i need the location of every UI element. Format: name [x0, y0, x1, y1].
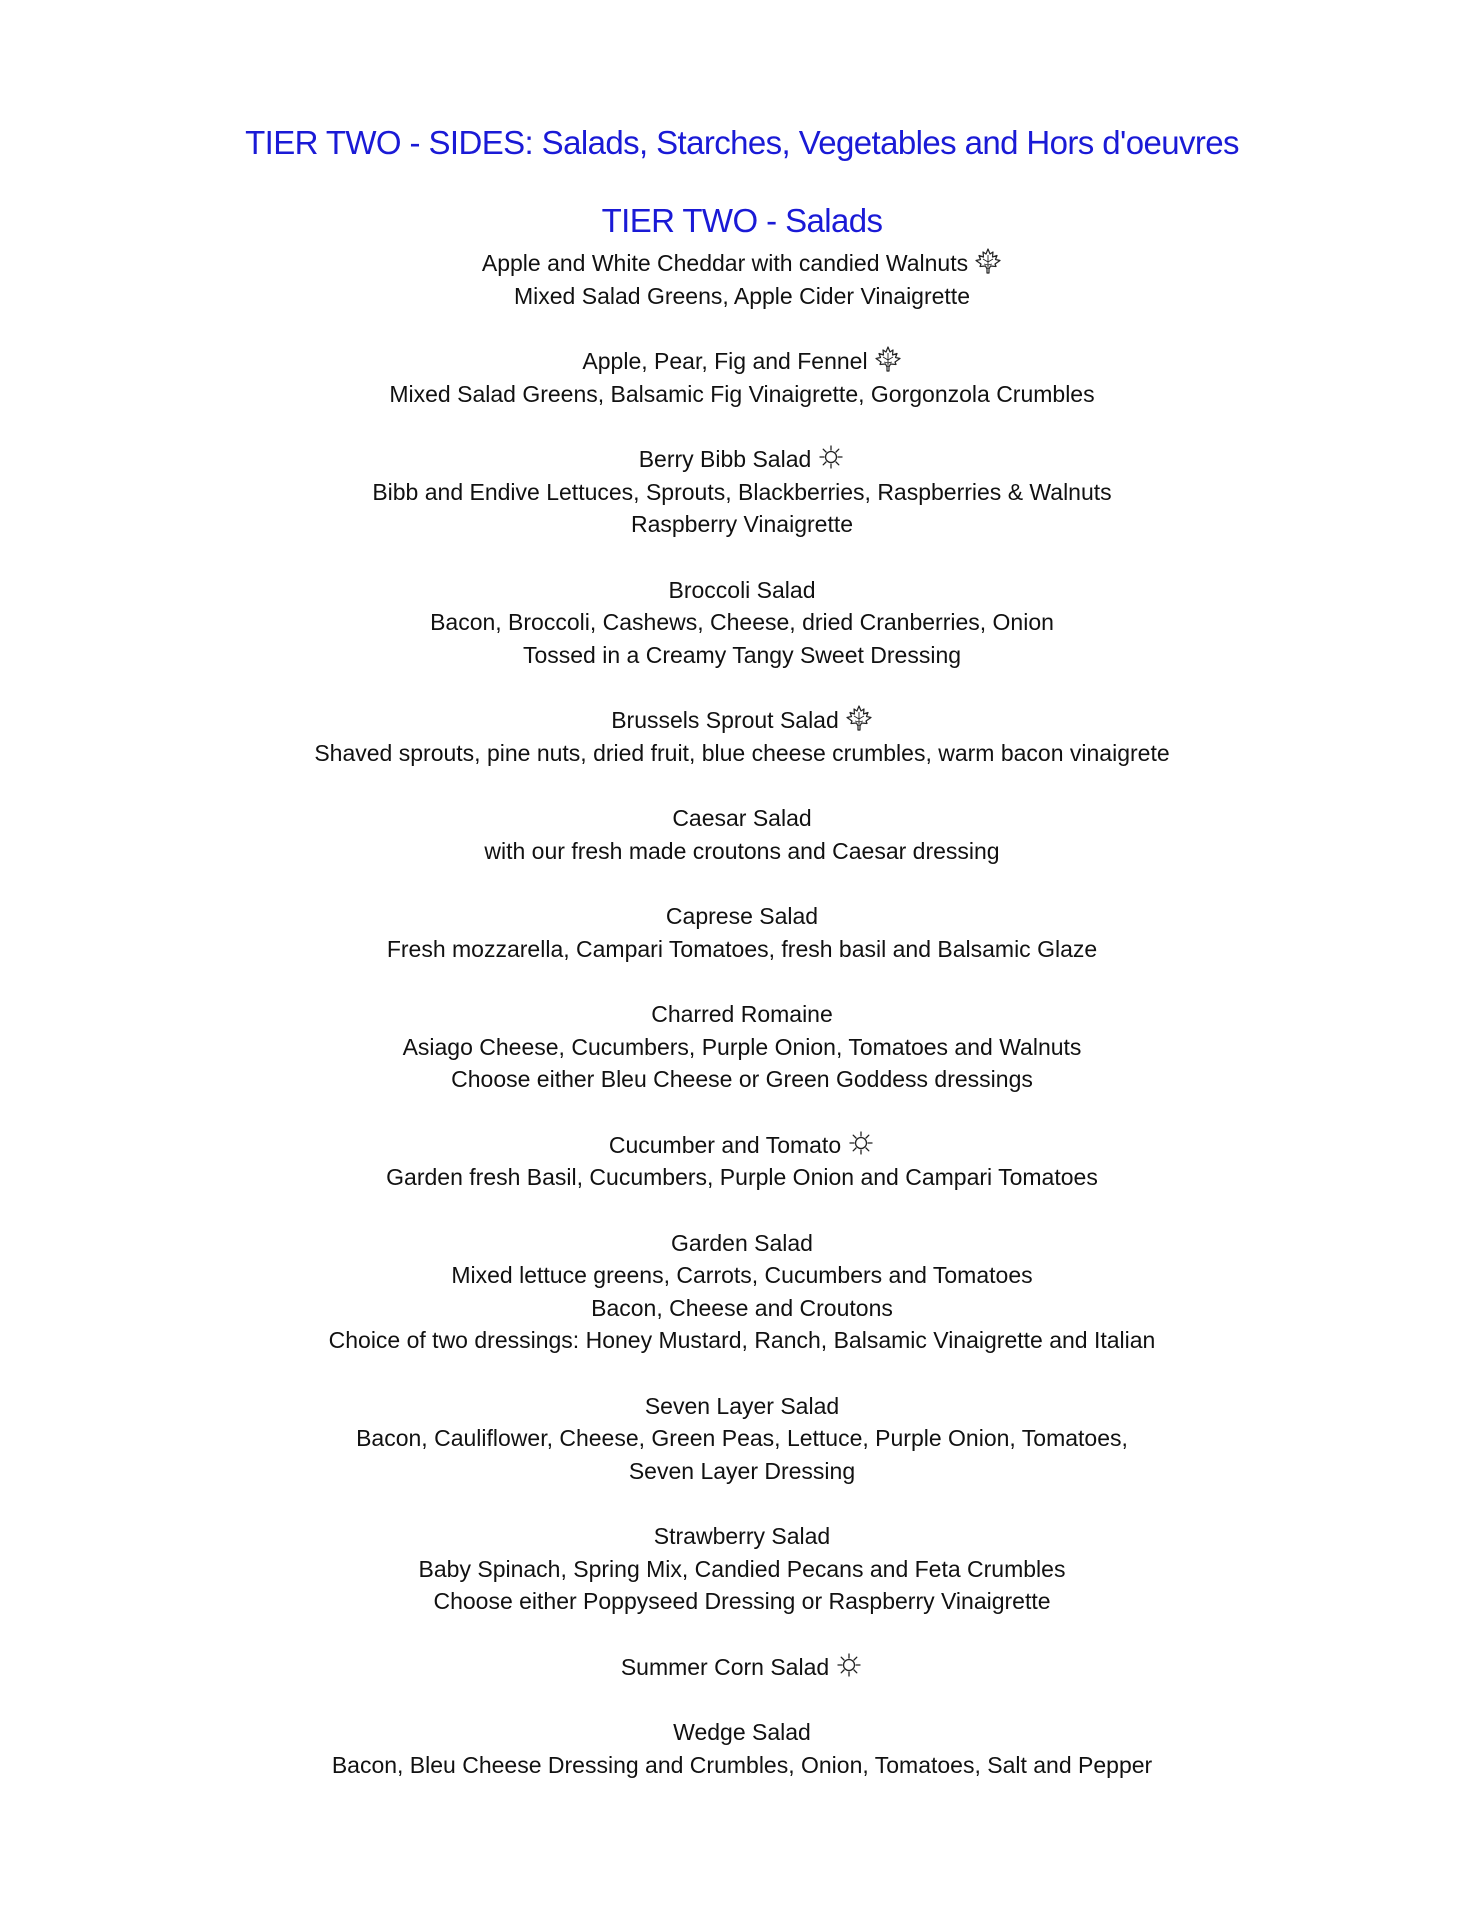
salad-item [0, 802, 1484, 867]
salad-description-line: Bacon, Cheese and Croutons [591, 1294, 893, 1321]
salad-name-line [0, 1227, 1484, 1260]
salad-name: Brussels Sprout Salad [611, 707, 839, 733]
salad-name: Apple and White Cheddar with candied Walnuts [481, 250, 969, 276]
salad-description-line: Mixed lettuce greens, Carrots, Cucumbers and Tomatoes [451, 1262, 1033, 1288]
salad-item [0, 704, 1484, 769]
salad-item [0, 1520, 1484, 1618]
salad-description-line: Asiago Cheese, Cucumbers, Purple Onion, Tomatoes and Walnuts [402, 1033, 1082, 1060]
salad-name-line [0, 900, 1484, 933]
salad-name: Apple, Pear, Fig and Fennel [582, 348, 868, 374]
salad-name: Wedge Salad [673, 1719, 811, 1745]
salad-name-line [0, 1129, 1484, 1162]
section-title: TIER TWO - Salads [601, 202, 883, 239]
salad-item [0, 900, 1484, 965]
maple-leaf-icon [974, 247, 1002, 275]
salad-description-line: Bacon, Cauliflower, Cheese, Green Peas, Lettuce, Purple Onion, Tomatoes, [356, 1425, 1128, 1451]
salad-description-line: Seven Layer Dressing [628, 1457, 856, 1484]
salad-name-line [0, 443, 1484, 476]
salad-name: Cucumber and Tomato [608, 1131, 842, 1158]
salad-description-line: with our fresh made croutons and Caesar dressing [484, 837, 1000, 864]
salad-description-line: Bacon, Broccoli, Cashews, Cheese, dried Cranberries, Onion [430, 609, 1054, 635]
salad-name: Charred Romaine [651, 1001, 833, 1027]
salad-description-line: Choose either Bleu Cheese or Green Goddess dressings [451, 1066, 1033, 1092]
salad-description-line: Garden fresh Basil, Cucumbers, Purple Onion and Campari Tomatoes [386, 1164, 1098, 1190]
salad-description-line: Choose either Poppyseed Dressing or Raspberry Vinaigrette [433, 1588, 1051, 1614]
salad-list [0, 247, 1484, 1814]
salad-item [0, 1651, 1484, 1684]
salad-name: Strawberry Salad [653, 1523, 831, 1549]
salad-name: Summer Corn Salad [620, 1653, 830, 1680]
salad-description-line: Tossed in a Creamy Tangy Sweet Dressing [522, 641, 962, 668]
salad-name-line [0, 1716, 1484, 1749]
salad-description-line: Raspberry Vinaigrette [630, 511, 854, 537]
salad-name: Garden Salad [671, 1229, 813, 1256]
maple-leaf-icon [845, 704, 873, 732]
salad-name: Caesar Salad [672, 805, 812, 831]
salad-item [0, 1390, 1484, 1488]
salad-item [0, 345, 1484, 410]
sun-icon [835, 1651, 863, 1679]
salad-name-line [0, 574, 1484, 607]
salad-name: Caprese Salad [665, 903, 819, 929]
salad-description-line: Fresh mozzarella, Campari Tomatoes, fresh basil and Balsamic Glaze [386, 935, 1098, 962]
salad-name: Seven Layer Salad [644, 1392, 840, 1419]
salad-description-line: Bacon, Bleu Cheese Dressing and Crumbles, Onion, Tomatoes, Salt and Pepper [331, 1751, 1153, 1778]
maple-leaf-icon [874, 345, 902, 373]
salad-name: Broccoli Salad [668, 576, 816, 603]
salad-name-line [0, 802, 1484, 835]
salad-name-line [0, 1390, 1484, 1423]
salad-description-line: Mixed Salad Greens, Apple Cider Vinaigrette [513, 282, 970, 309]
salad-name-line [0, 1651, 1484, 1684]
salad-name-line [0, 998, 1484, 1031]
salad-item [0, 1716, 1484, 1781]
salad-description-line: Shaved sprouts, pine nuts, dried fruit, blue cheese crumbles, warm bacon vinaigrete [314, 739, 1170, 766]
salad-item [0, 998, 1484, 1096]
sun-icon [817, 443, 845, 471]
salad-item [0, 443, 1484, 541]
salad-item [0, 1129, 1484, 1194]
salad-name-line [0, 247, 1484, 280]
salad-description-line: Mixed Salad Greens, Balsamic Fig Vinaigrette, Gorgonzola Crumbles [389, 380, 1095, 407]
salad-description-line: Bibb and Endive Lettuces, Sprouts, Blackberries, Raspberries & Walnuts [372, 478, 1112, 505]
salad-description-line: Baby Spinach, Spring Mix, Candied Pecans and Feta Crumbles [418, 1555, 1066, 1582]
salad-name-line [0, 345, 1484, 378]
salad-item [0, 247, 1484, 312]
salad-item [0, 1227, 1484, 1357]
page-title: TIER TWO - SIDES: Salads, Starches, Vegetables and Hors d'oeuvres [245, 124, 1239, 161]
sun-icon [847, 1129, 875, 1157]
salad-description-line: Choice of two dressings: Honey Mustard, Ranch, Balsamic Vinaigrette and Italian [328, 1327, 1156, 1353]
salad-name: Berry Bibb Salad [638, 446, 812, 472]
salad-name-line [0, 704, 1484, 737]
salad-item [0, 574, 1484, 672]
salad-name-line [0, 1520, 1484, 1553]
